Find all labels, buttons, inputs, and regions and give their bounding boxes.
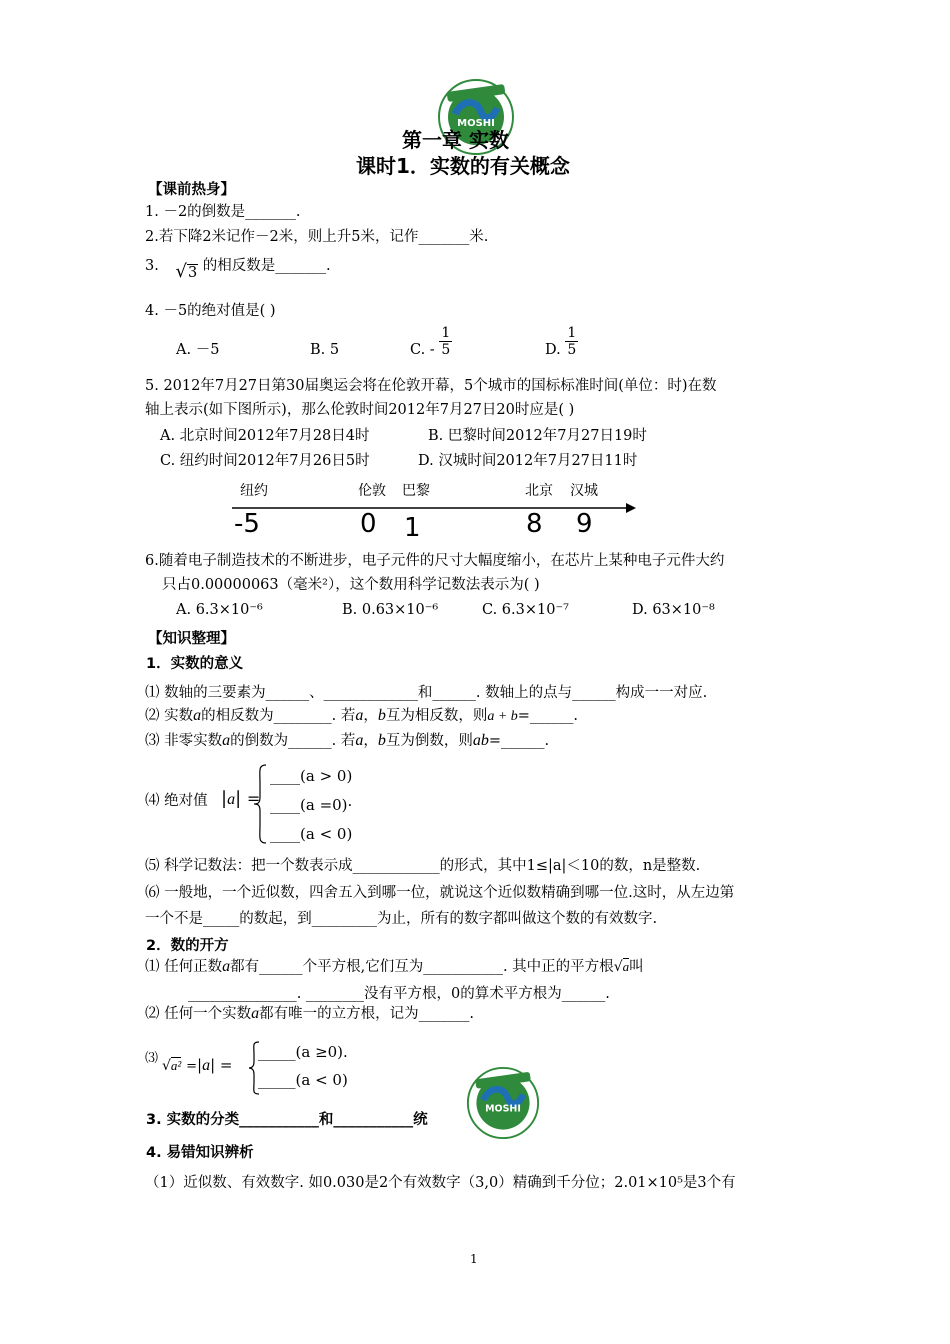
sqrt-case-nonneg: _____(a ≥0). <box>258 1043 348 1061</box>
sqrt-3: √3 <box>175 261 198 282</box>
q3-text: 的相反数是_______. <box>202 258 331 274</box>
point-2: ⑵ 实数a的相反数为________. 若a，b互为相反数，则a + b=______. <box>145 707 579 724</box>
q5-option-c: C. 纽约时间2012年7月26日5时 <box>160 453 370 469</box>
root-3-label: ⑶ <box>145 1051 159 1066</box>
warmup-heading: 【课前热身】 <box>148 182 235 198</box>
q4-option-c: C. - $\frac{1}{5}$ <box>410 324 451 358</box>
school-logo-2 <box>466 1066 540 1140</box>
number-line <box>228 476 638 540</box>
question-6-line1: 6.随着电子制造技术的不断进步，电子元件的尺寸大幅度缩小，在芯片上某种电子元件大约 <box>145 553 725 569</box>
logo-text: MOSHI <box>457 118 495 129</box>
q4-option-d: D. $\frac{1}{5}$ <box>545 324 577 358</box>
question-5-line1: 5. 2012年7月27日第30届奥运会将在伦敦开幕，5个城市的国标标准时间(单位：时)在数 <box>145 378 717 394</box>
label-seoul: 汉城 <box>570 483 598 499</box>
chapter-title: 第一章 实数 <box>402 128 509 152</box>
q3-number: 3. <box>145 258 159 274</box>
q6-option-a: A. 6.3×10⁻⁶ <box>176 602 263 618</box>
root-1-line2: _______________. ________没有平方根，0的算术平方根为______. <box>188 986 610 1002</box>
error-note-1: （1）近似数、有效数字. 如0.030是2个有效数字（3,0）精确到千分位；2.01×10⁵是3个有 <box>145 1175 736 1191</box>
logo-text-2: MOSHI <box>485 1103 521 1115</box>
label-paris: 巴黎 <box>402 483 430 499</box>
left-brace <box>252 763 268 845</box>
question-3 <box>145 256 331 282</box>
point-6-line2: 一个不是_____的数起，到_________为止，所有的数字都叫做这个数的有效数字. <box>145 911 658 927</box>
q5-option-d: D. 汉城时间2012年7月27日11时 <box>418 453 638 469</box>
q4-option-b: B. 5 <box>310 342 340 358</box>
page-number: 1 <box>470 1252 478 1266</box>
value-1: 1 <box>404 513 421 540</box>
point-3: ⑶ 非零实数a的倒数为______. 若a，b互为倒数，则ab=______. <box>145 732 550 749</box>
point-4-label: ⑷ 绝对值 <box>145 793 208 809</box>
label-newyork: 纽约 <box>240 483 268 499</box>
section-3-title: 3. 实数的分类___________和___________统 <box>146 1112 428 1128</box>
q5-option-a: A. 北京时间2012年7月28日4时 <box>160 428 370 444</box>
point-5: ⑸ 科学记数法：把一个数表示成____________的形式，其中1≤|a|＜10的数，n是整数. <box>145 858 701 874</box>
point-6-line1: ⑹ 一般地，一个近似数，四舍五入到哪一位，就说这个近似数精确到哪一位.这时，从左边第 <box>145 885 735 901</box>
abs-case-zero: ____(a =0)· <box>270 796 353 814</box>
section-1-title: 1．实数的意义 <box>146 656 244 672</box>
sqrt-case-neg: _____(a < 0) <box>258 1071 348 1089</box>
question-1: 1. －2的倒数是_______. <box>145 204 301 220</box>
q4-option-a: A. －5 <box>176 342 220 358</box>
section-2-title: 2．数的开方 <box>146 938 229 954</box>
root-2: ⑵ 任何一个实数a都有唯一的立方根，记为_______. <box>145 1005 474 1022</box>
fraction-1-5: $\frac{1}{5}$ <box>441 324 451 358</box>
q6-option-d: D. 63×10⁻⁸ <box>632 602 715 618</box>
abs-case-negative: ____(a < 0) <box>270 825 353 843</box>
knowledge-heading: 【知识整理】 <box>148 631 235 647</box>
value-8: 8 <box>526 509 543 539</box>
label-london: 伦敦 <box>358 483 386 499</box>
value-minus5: -5 <box>234 509 260 539</box>
value-0: 0 <box>360 509 377 539</box>
q6-option-c: C. 6.3×10⁻⁷ <box>482 602 569 618</box>
question-6-line2: 只占0.00000063（毫米²），这个数用科学记数法表示为( ) <box>162 577 540 593</box>
sqrt-a-squared: √a² =|a| = <box>162 1056 233 1074</box>
q5-option-b: B. 巴黎时间2012年7月27日19时 <box>428 428 647 444</box>
value-9: 9 <box>576 509 593 539</box>
root-1-line1: ⑴ 任何正数a都有______个平方根,它们互为___________. 其中正的平方根√a叫 <box>145 958 644 975</box>
question-2: 2.若下降2米记作－2米，则上升5米，记作_______米. <box>145 229 489 245</box>
abs-value-symbol: |a| = <box>221 788 261 809</box>
lesson-title: 课时1．实数的有关概念 <box>356 154 570 178</box>
q6-option-b: B. 0.63×10⁻⁶ <box>342 602 439 618</box>
section-4-title: 4. 易错知识辨析 <box>146 1145 254 1161</box>
abs-case-positive: ____(a > 0) <box>270 767 353 785</box>
point-1: ⑴ 数轴的三要素为______、_____________和______. 数轴上的点与______构成一一对应. <box>145 685 708 701</box>
fraction-1-5-d: $\frac{1}{5}$ <box>567 324 577 358</box>
question-5-line2: 轴上表示(如下图所示)，那么伦敦时间2012年7月27日20时应是( ) <box>145 402 575 418</box>
label-beijing: 北京 <box>525 483 553 499</box>
question-4: 4. －5的绝对值是( ) <box>145 303 276 319</box>
